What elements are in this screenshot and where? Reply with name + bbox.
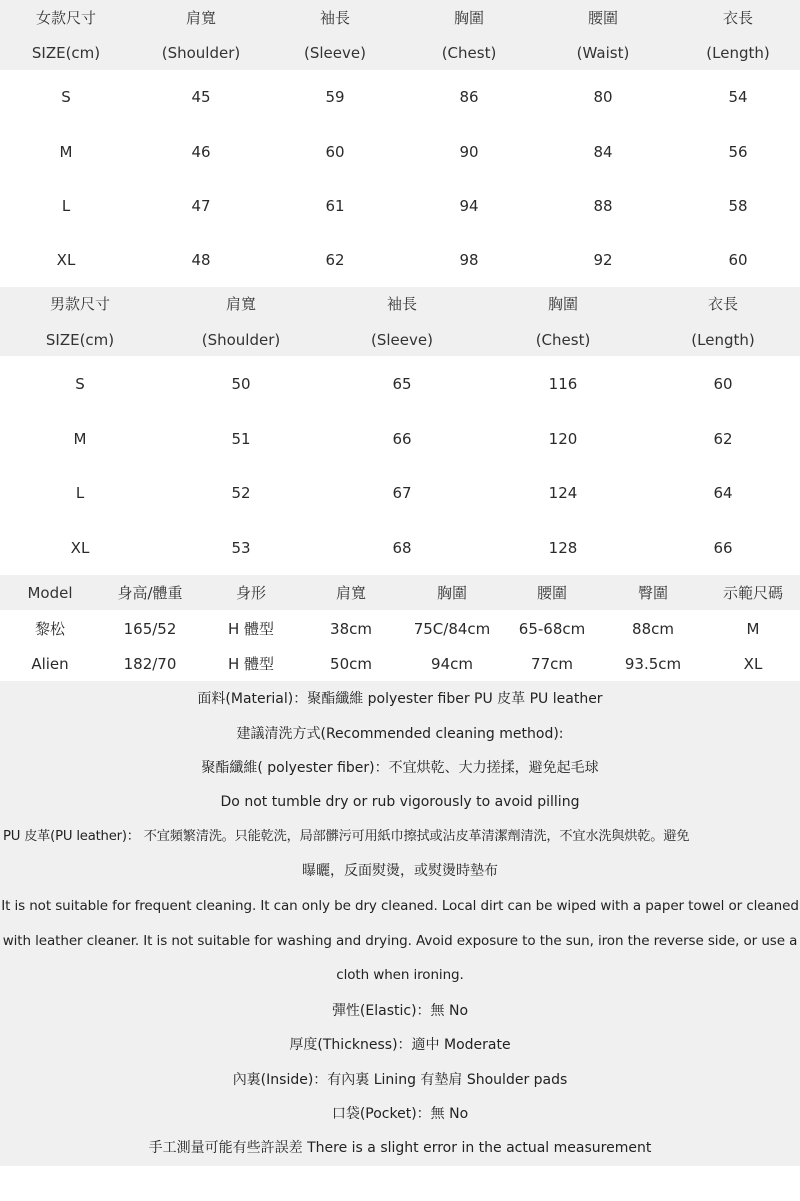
women-r0-chest: 86 <box>459 88 479 106</box>
women-col-sleeve-zh: 袖長 <box>319 9 351 27</box>
model-col-height-weight: 身高/體重 <box>117 584 183 602</box>
women-r2-chest: 94 <box>459 197 479 215</box>
pu-care-en-line1: It is not suitable for frequent cleaning. It can only be dry cleaned. Local dirt can be wiped with a paper towel or cleaned <box>1 898 799 914</box>
model-r0-chest: 75C/84cm <box>413 620 491 638</box>
men-r0-shoulder: 50 <box>231 375 251 393</box>
pu-care-en-line2: with leather cleaner. It is not suitable for washing and drying. Avoid exposure to the sun, iron the reverse side, or use a <box>2 933 798 949</box>
women-header-band <box>0 0 800 70</box>
men-col-length-zh: 衣長 <box>707 295 739 313</box>
women-r3-shoulder: 48 <box>191 251 211 269</box>
men-r1-shoulder: 51 <box>231 430 251 448</box>
model-r1-hip: 93.5cm <box>624 655 682 673</box>
men-r1-length: 62 <box>713 430 733 448</box>
women-col-shoulder-zh: 肩寬 <box>185 9 217 27</box>
thickness-line: 厚度(Thickness)：適中 Moderate <box>289 1037 511 1053</box>
women-r1-length: 56 <box>728 143 748 161</box>
women-r2-sleeve: 61 <box>325 197 345 215</box>
men-r3-sleeve: 68 <box>392 539 412 557</box>
elastic-line: 彈性(Elastic)：無 No <box>331 1003 469 1019</box>
polyester-care-zh: 聚酯纖維( polyester fiber)：不宜烘乾、大力搓揉，避免起毛球 <box>201 760 599 776</box>
men-r2-size: L <box>75 484 85 502</box>
model-col-model: Model <box>27 584 73 602</box>
men-r0-size: S <box>75 375 85 393</box>
men-col-length-en: (Length) <box>691 331 755 349</box>
women-r3-sleeve: 62 <box>325 251 345 269</box>
men-r1-size: M <box>73 430 87 448</box>
women-r1-size: M <box>59 143 73 161</box>
men-col-chest-en: (Chest) <box>535 331 591 349</box>
women-r0-size: S <box>61 88 71 106</box>
model-col-waist: 腰圍 <box>536 584 568 602</box>
men-r3-shoulder: 53 <box>231 539 251 557</box>
pu-care-zh-line2: 曝曬，反面熨燙，或熨燙時墊布 <box>302 863 498 879</box>
women-r0-length: 54 <box>728 88 748 106</box>
cleaning-title: 建議清洗方式(Recommended cleaning method): <box>236 726 564 742</box>
women-col-size-en: SIZE(cm) <box>31 44 101 62</box>
men-col-size-zh: 男款尺寸 <box>49 295 111 313</box>
women-col-waist-en: (Waist) <box>576 44 630 62</box>
notes-band <box>0 681 800 1166</box>
women-r2-shoulder: 47 <box>191 197 211 215</box>
inside-line: 內裏(Inside)：有內裏 Lining 有墊肩 Shoulder pads <box>232 1072 568 1088</box>
model-r0-height-weight: 165/52 <box>123 620 177 638</box>
model-r0-waist: 65-68cm <box>518 620 586 638</box>
men-r0-chest: 116 <box>548 375 578 393</box>
model-r1-body-shape: H 體型 <box>227 655 275 673</box>
women-r3-waist: 92 <box>593 251 613 269</box>
women-r3-size: XL <box>56 251 76 269</box>
women-r1-chest: 90 <box>459 143 479 161</box>
model-r1-size: XL <box>743 655 763 673</box>
women-r1-waist: 84 <box>593 143 613 161</box>
women-r0-shoulder: 45 <box>191 88 211 106</box>
disclaimer-line: 手工測量可能有些許誤差 There is a slight error in the actual measurement <box>148 1140 652 1156</box>
pocket-line: 口袋(Pocket)：無 No <box>331 1106 469 1122</box>
women-col-shoulder-en: (Shoulder) <box>161 44 241 62</box>
men-r2-length: 64 <box>713 484 733 502</box>
men-r0-length: 60 <box>713 375 733 393</box>
men-col-chest-zh: 胸圍 <box>547 295 579 313</box>
men-col-size-en: SIZE(cm) <box>45 331 115 349</box>
women-r1-sleeve: 60 <box>325 143 345 161</box>
model-r1-waist: 77cm <box>531 655 573 673</box>
women-r3-chest: 98 <box>459 251 479 269</box>
model-col-size: 示範尺碼 <box>722 584 784 602</box>
men-r1-sleeve: 66 <box>392 430 412 448</box>
model-r1-height-weight: 182/70 <box>123 655 177 673</box>
women-col-waist-zh: 腰圍 <box>587 9 619 27</box>
women-r2-length: 58 <box>728 197 748 215</box>
men-r1-chest: 120 <box>548 430 578 448</box>
men-r0-sleeve: 65 <box>392 375 412 393</box>
women-r0-waist: 80 <box>593 88 613 106</box>
women-col-chest-zh: 胸圍 <box>453 9 485 27</box>
women-r0-sleeve: 59 <box>325 88 345 106</box>
men-r2-chest: 124 <box>548 484 578 502</box>
material-line: 面料(Material)：聚酯纖維 polyester fiber PU 皮革 PU leather <box>197 691 603 707</box>
women-col-length-en: (Length) <box>706 44 770 62</box>
polyester-care-en: Do not tumble dry or rub vigorously to avoid pilling <box>220 794 580 810</box>
women-r2-size: L <box>61 197 71 215</box>
model-col-chest: 胸圍 <box>436 584 468 602</box>
women-r1-shoulder: 46 <box>191 143 211 161</box>
pu-care-en-line3: cloth when ironing. <box>336 967 464 983</box>
model-r0-hip: 88cm <box>632 620 674 638</box>
model-col-body-shape: 身形 <box>235 584 267 602</box>
men-r3-chest: 128 <box>548 539 578 557</box>
women-r2-waist: 88 <box>593 197 613 215</box>
pu-care-zh-line1: PU 皮革(PU leather)： 不宜頻繁清洗。只能乾洗，局部髒污可用紙巾擦拭或沾皮革清潔劑清洗，不宜水洗與烘乾。避免 <box>3 829 690 844</box>
model-r0-body-shape: H 體型 <box>227 620 275 638</box>
women-col-size-zh: 女款尺寸 <box>35 9 97 27</box>
model-r0-name: 黎松 <box>34 620 66 638</box>
women-r3-length: 60 <box>728 251 748 269</box>
model-col-shoulder: 肩寬 <box>335 584 367 602</box>
women-col-sleeve-en: (Sleeve) <box>304 44 366 62</box>
men-col-shoulder-en: (Shoulder) <box>201 331 281 349</box>
men-col-shoulder-zh: 肩寬 <box>225 295 257 313</box>
model-r1-name: Alien <box>31 655 69 673</box>
model-r0-size: M <box>746 620 760 638</box>
men-r3-size: XL <box>70 539 90 557</box>
model-r1-chest: 94cm <box>431 655 473 673</box>
model-r1-shoulder: 50cm <box>330 655 372 673</box>
model-r0-shoulder: 38cm <box>330 620 372 638</box>
women-col-chest-en: (Chest) <box>441 44 497 62</box>
men-r3-length: 66 <box>713 539 733 557</box>
men-col-sleeve-en: (Sleeve) <box>371 331 433 349</box>
men-r2-sleeve: 67 <box>392 484 412 502</box>
model-col-hip: 臀圍 <box>637 584 669 602</box>
women-col-length-zh: 衣長 <box>722 9 754 27</box>
men-r2-shoulder: 52 <box>231 484 251 502</box>
men-col-sleeve-zh: 袖長 <box>386 295 418 313</box>
